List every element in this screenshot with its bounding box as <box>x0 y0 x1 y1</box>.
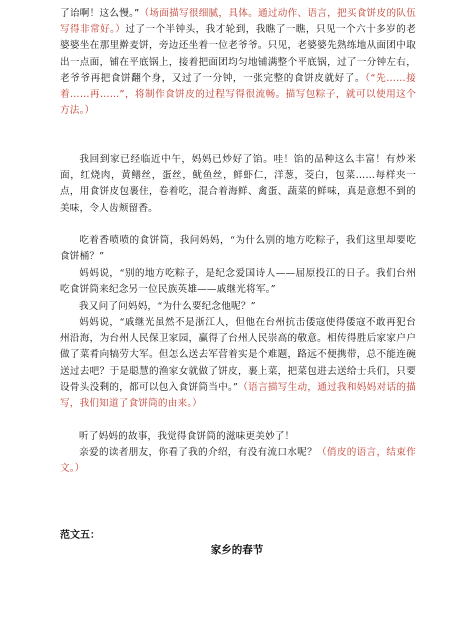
quoted-speech: “为什么别的地方吃粽子，我们这里却要吃食饼桶？” <box>60 235 416 263</box>
section-label: 范文五： <box>60 530 100 541</box>
annotation-comment: （“先……接着……再……”，将制作食饼皮的过程写得很流畅。描写包粽子，就可以使用这个方法。） <box>60 72 417 117</box>
quoted-speech: “戚继光虽然不是浙江人，但他在台州抗击倭寇使得倭寇不敢再犯台州沿海，为台州人民保卫家园，赢得了台州人民崇高的敬意。相传得胜后家家户户做了菜肴向犒劳大军。但怎么送去军营着实是个难题，路远不便携带，总不能连碗送过去吧？于是聪慧的渔家女就做了饼皮，裹上菜，把菜包进去送给士兵们，只要设骨头没剩的，都可以包入食饼筒当中。” <box>60 317 416 393</box>
quoted-speech: “为什么要纪念他呢？” <box>157 301 256 312</box>
text-run: 过了一个半钟头，我才轮到，我瞧了一瞧，只见一个六十多岁的老婆婆坐在那里擀麦饼，旁边还坐着一位老爷爷。只见，老婆婆先熟练地从面团中取出一点面，铺在平底锅上，接着把面团均匀地铺满整个平底锅，过了一分钟左右，老爷爷再把食饼翻个身，又过了一分钟，一张完整的食饼皮就好了。 <box>60 24 416 84</box>
text-run: 听了妈妈的故事，我觉得食饼筒的滋味更美妙了！ <box>79 431 295 442</box>
paragraph-fillings <box>60 152 416 217</box>
text-run: 亲爱的读者朋友，你看了我的介绍，有没有流口水呢？ <box>79 447 317 458</box>
paragraph-question-two <box>60 299 416 315</box>
section-title: 家乡的春节 <box>210 544 264 556</box>
text-run: 我回到家已经临近中午，妈妈已炒好了馅。哇！馅的品种这么丰富！有炒米面，红烧肉，黄鳝丝，蛋丝，鱿鱼丝，鲜虾仁，洋葱，茭白，包菜……每样夹一点，用食饼皮包裹住，卷着吃，混合着海鲜、禽蛋、蔬菜的鲜味，真是意想不到的美味，令人齿颊留香。 <box>60 154 416 214</box>
text-run: 妈妈说， <box>79 268 120 279</box>
paragraph-answer-two <box>60 315 416 412</box>
annotation-comment: （语言描写生动，通过我和妈妈对话的描写，我们知道了食饼筒的由来。） <box>60 381 416 410</box>
paragraph-closing <box>60 445 416 477</box>
text-run: 吃着香喷喷的食饼筒，我问妈妈， <box>79 235 230 246</box>
paragraph-answer-one <box>60 266 416 298</box>
paragraph-reflection <box>60 429 416 445</box>
annotation-comment: （场面描写很细腻，具体。通过动作、语言，把买食饼皮的队伍写得非常好。） <box>60 8 416 36</box>
quoted-speech: “别的地方吃粽子，是纪念爱国诗人——屈原投江的日子。我们台州吃食饼筒来纪念另一位民族英雄——戚继光将军。” <box>60 268 416 296</box>
text-run: 我又问了问妈妈， <box>79 301 158 312</box>
text-run: 妈妈说， <box>79 317 120 328</box>
paragraph-queue-scene <box>60 6 416 119</box>
annotation-comment: （俏皮的语言，结束作文。） <box>60 447 416 475</box>
text-run: 了诒啊！这么慢。” <box>60 8 140 19</box>
paragraph-question-one <box>60 233 416 265</box>
